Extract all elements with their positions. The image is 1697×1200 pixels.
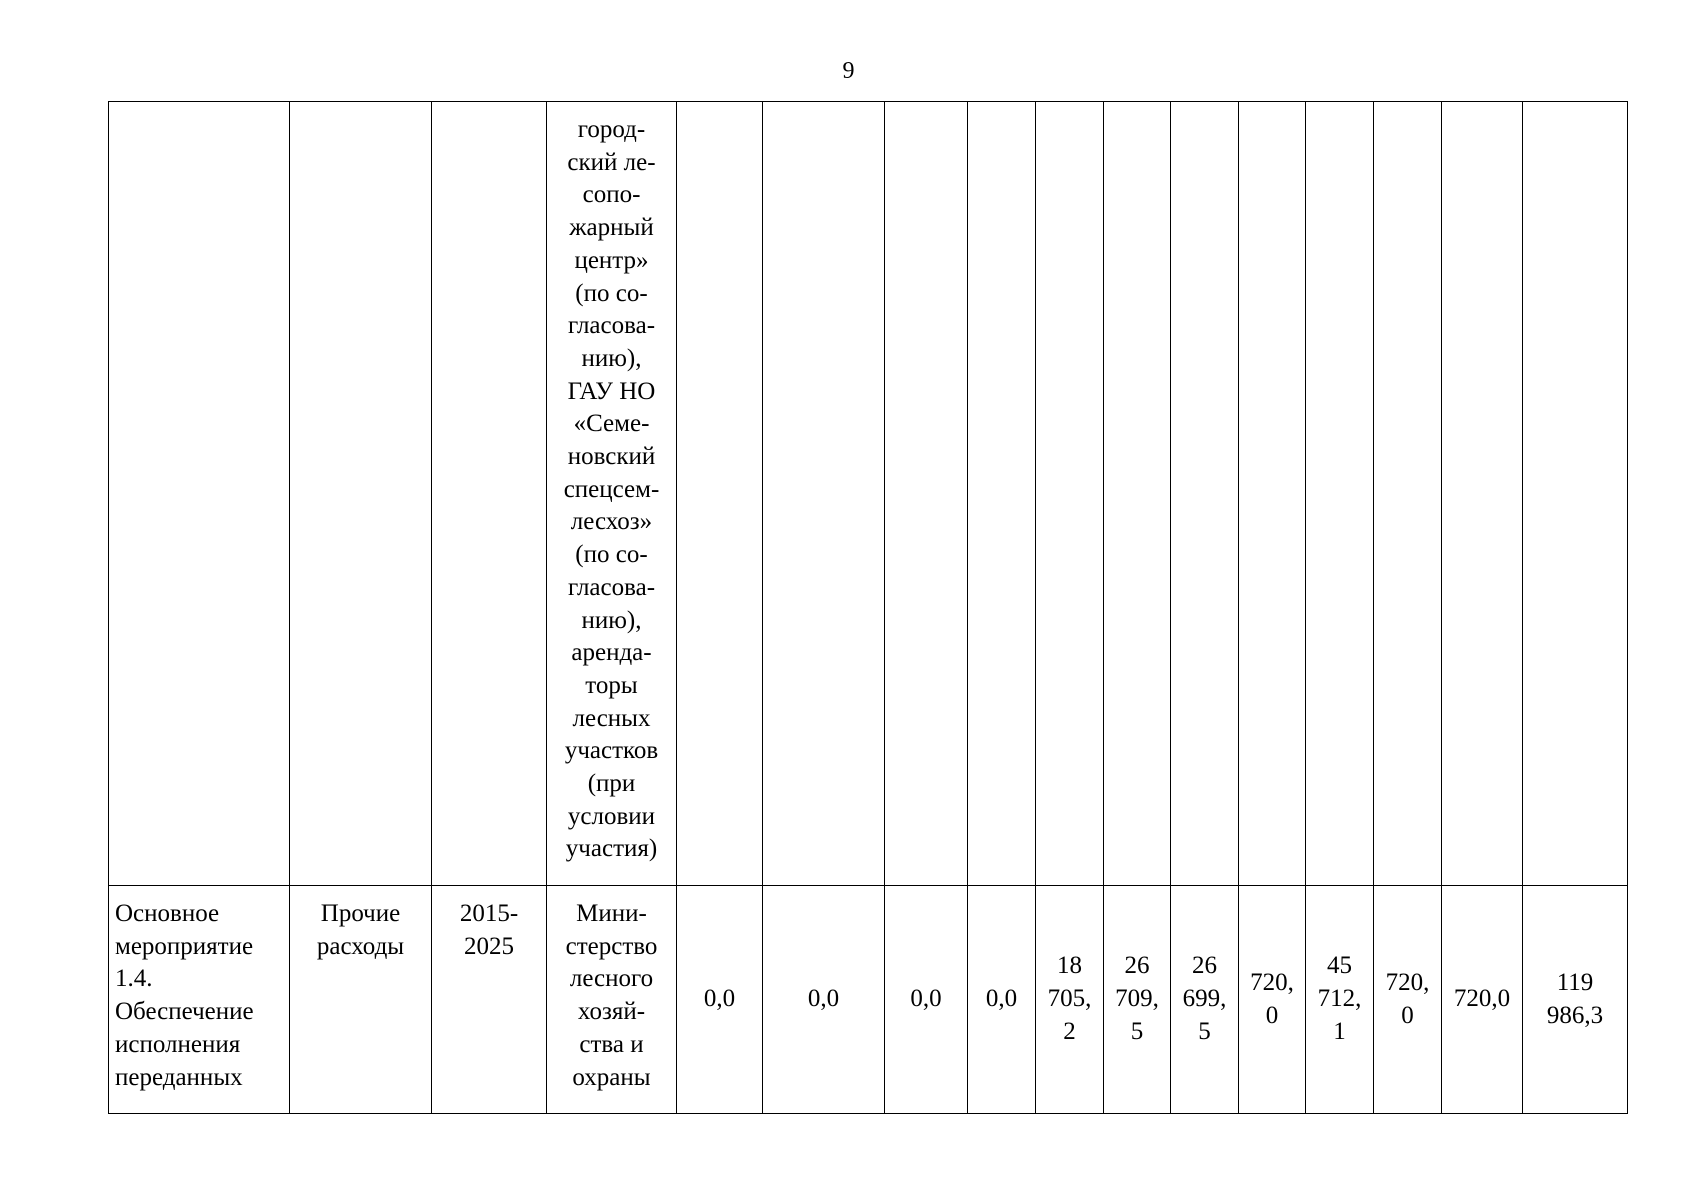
value: 119 986,3 <box>1546 968 1604 1029</box>
value: 720,0 <box>1453 985 1511 1013</box>
value-cell <box>1374 102 1442 886</box>
value-cell <box>1104 102 1171 886</box>
value-cell <box>1523 102 1628 886</box>
measure-name: Основное мероприятие 1.4. Обеспечение исполнения переданных <box>115 900 254 1091</box>
value: 0,0 <box>703 985 736 1013</box>
value: 0,0 <box>807 985 840 1013</box>
table-row <box>109 102 1628 886</box>
value-cell <box>1171 886 1239 1114</box>
value: 18 705, 2 <box>1047 952 1092 1045</box>
value: 0,0 <box>985 985 1018 1013</box>
financing-table <box>108 101 1628 1114</box>
period-cell <box>432 102 547 886</box>
name-cell <box>109 102 290 886</box>
name-cell <box>109 886 290 1114</box>
value-cell <box>1306 102 1374 886</box>
value-cell <box>1239 886 1306 1114</box>
value-cell <box>885 886 968 1114</box>
value-cell <box>1239 102 1306 886</box>
executor-cell <box>547 102 677 886</box>
value-cell <box>1036 886 1104 1114</box>
executor-text: Мини- стерство лесного хозяй- ства и охраны <box>565 900 658 1091</box>
value-cell <box>763 886 885 1114</box>
value-cell <box>1442 886 1523 1114</box>
value-cell <box>1374 886 1442 1114</box>
table-row <box>109 886 1628 1114</box>
value-cell <box>1442 102 1523 886</box>
value-cell <box>968 886 1036 1114</box>
expense-type-cell <box>290 102 432 886</box>
value: 720, 0 <box>1385 968 1430 1029</box>
value: 720, 0 <box>1250 968 1294 1029</box>
value-cell <box>763 102 885 886</box>
executor-cell <box>547 886 677 1114</box>
value: 26 699, 5 <box>1182 952 1227 1045</box>
expense-type-cell <box>290 886 432 1114</box>
value: 0,0 <box>910 985 942 1013</box>
period-cell <box>432 886 547 1114</box>
value: 45 712, 1 <box>1317 952 1362 1045</box>
expense-type: Прочие расходы <box>316 900 405 960</box>
period: 2015- 2025 <box>459 900 519 960</box>
value-cell <box>1523 886 1628 1114</box>
value-cell <box>1306 886 1374 1114</box>
value-cell <box>1104 886 1171 1114</box>
page-number: 9 <box>842 58 855 84</box>
value-cell <box>885 102 968 886</box>
value-cell <box>1036 102 1104 886</box>
value: 26 709, 5 <box>1115 952 1159 1045</box>
value-cell <box>968 102 1036 886</box>
value-cell <box>677 102 763 886</box>
executor-text: город- ский ле- сопо- жарный центр» (по со- гласова- нию), ГАУ НО «Семе- новский спецсем- лесхоз» (по со- гласова- нию), аренда- торы лесных участков (при условии участия) <box>563 116 660 863</box>
value-cell <box>677 886 763 1114</box>
value-cell <box>1171 102 1239 886</box>
